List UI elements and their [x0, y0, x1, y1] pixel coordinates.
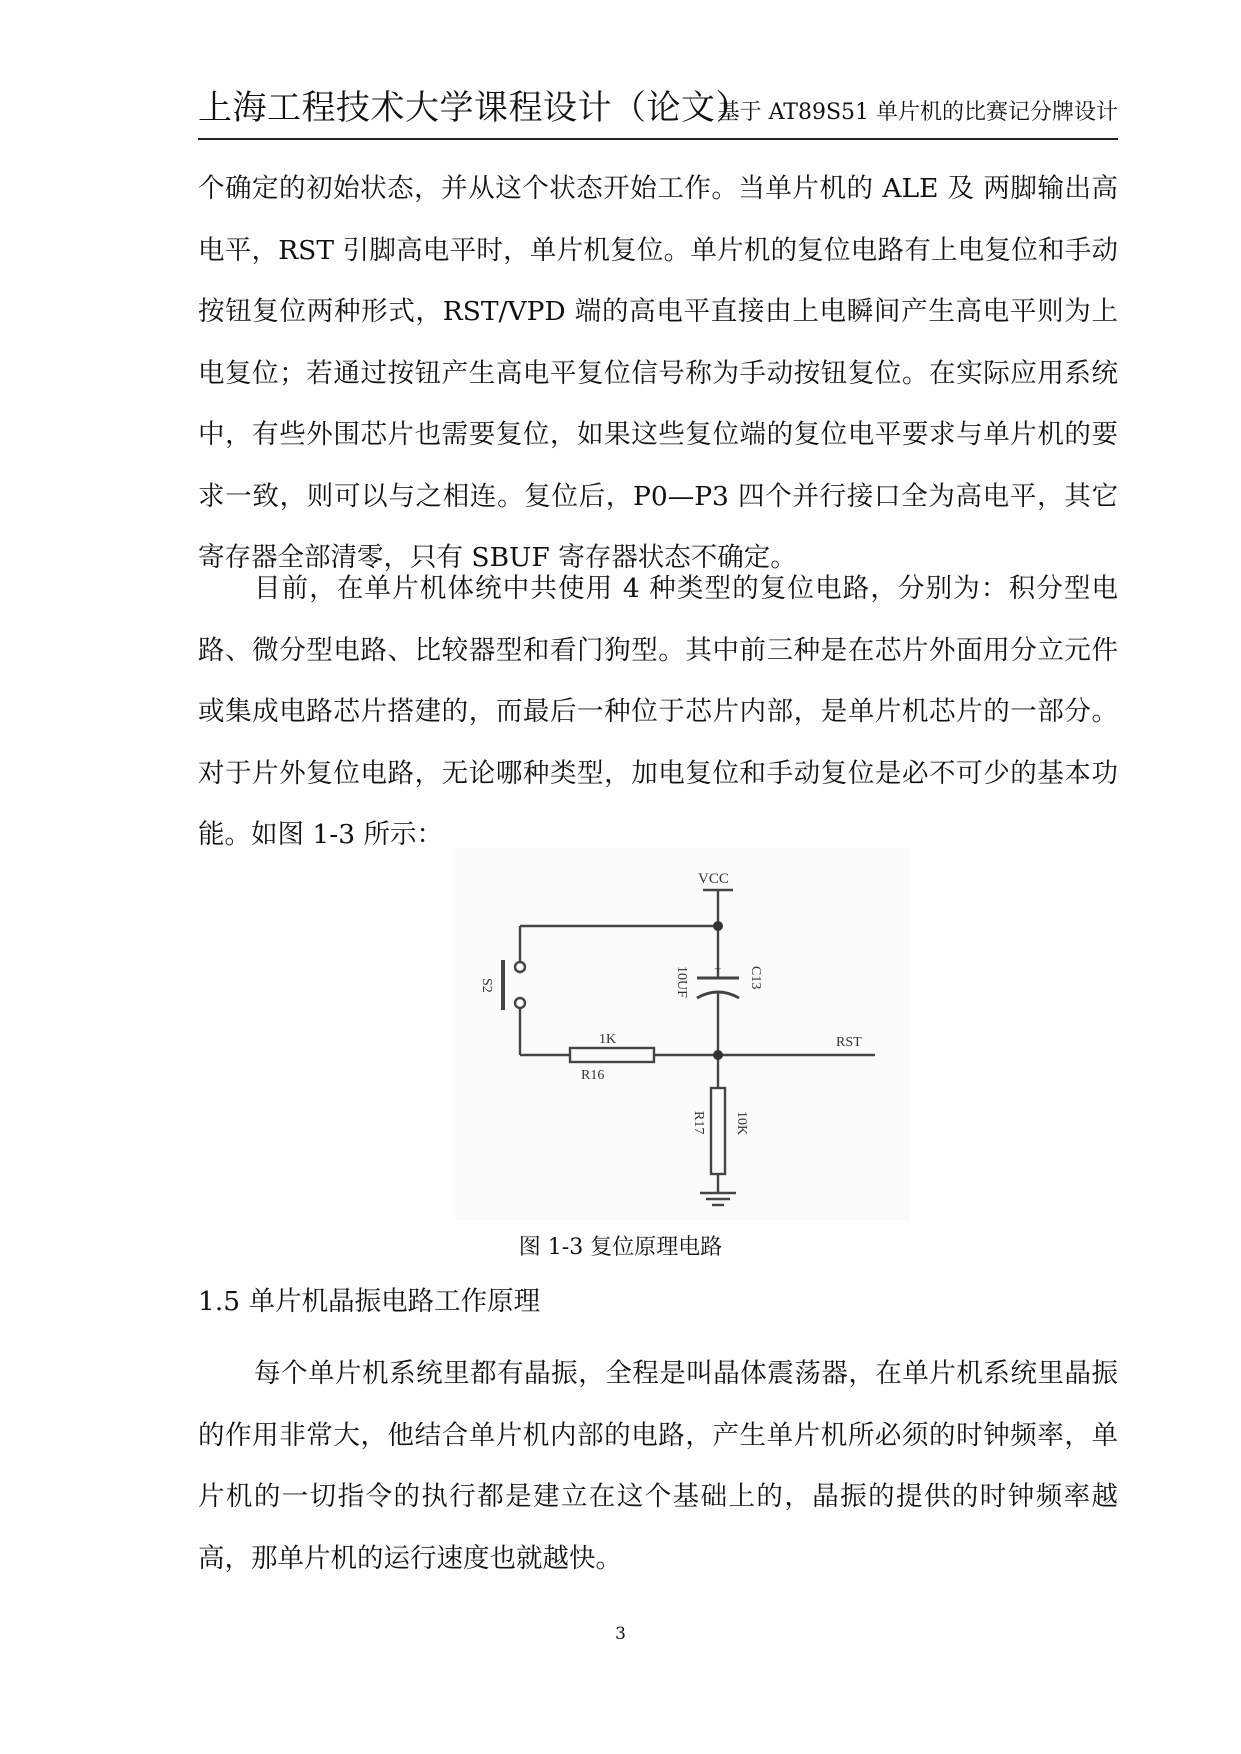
header-university-title: 上海工程技术大学课程设计（论文）: [198, 88, 750, 128]
junction-vcc: [713, 921, 723, 931]
switch-contact-top: [515, 962, 525, 972]
switch-name-label: S2: [479, 978, 494, 993]
cap-value-label: 10UF: [674, 966, 689, 998]
r16-body: [570, 1048, 654, 1062]
page-header: [198, 84, 1118, 140]
junction-rst: [713, 1050, 723, 1060]
r16-value-label: 1K: [599, 1032, 617, 1047]
cap-polarity-label: +: [714, 961, 722, 976]
paragraph-reset-states: 个确定的初始状态，并从这个状态开始工作。当单片机的 ALE 及 两脚输出高电平，RST 引脚高电平时，单片机复位。单片机的复位电路有上电复位和手动按钮复位两种形式，RST/VPD 端的高电平直接由上电瞬间产生高电平则为上电复位；若通过按钮产生高电平复位信号称为手动按钮复位。在实际应用系统中，有些外围芯片也需要复位，如果这些复位端的复位电平要求与单片机的要求一致，则可以与之相连。复位后，P0—P3 四个并行接口全为高电平，其它寄存器全部清零，只有 SBUF 寄存器状态不确定。: [198, 173, 1118, 573]
switch-contact-bottom: [515, 998, 525, 1008]
section-heading: 1.5 单片机晶振电路工作原理: [198, 1286, 541, 1317]
page-number: 3: [615, 1624, 626, 1644]
vcc-label: VCC: [698, 871, 729, 887]
paragraph-crystal-oscillator: 每个单片机系统里都有晶振，全程是叫晶体震荡器，在单片机系统里晶振的作用非常大，他结合单片机内部的电路，产生单片机所必须的时钟频率，单片机的一切指令的执行都是建立在这个基础上的，晶振的提供的时钟频率越高，那单片机的运行速度也就越快。: [198, 1358, 1118, 1574]
reset-circuit-figure: [455, 848, 910, 1220]
r17-value-label: 10K: [734, 1111, 749, 1136]
r16-name-label: R16: [581, 1068, 605, 1083]
reset-circuit-diagram: [455, 848, 910, 1220]
header-thesis-title: 基于 AT89S51 单片机的比赛记分牌设计: [717, 100, 1118, 125]
paragraph-reset-circuit-types: 目前，在单片机体统中共使用 4 种类型的复位电路，分别为：积分型电路、微分型电路、比较器型和看门狗型。其中前三种是在芯片外面用分立元件或集成电路芯片搭建的，而最后一种位于芯片内部，是单片机芯片的一部分。对于片外复位电路，无论哪种类型，加电复位和手动复位是必不可少的基本功能。如图 1-3 所示：: [198, 573, 1118, 850]
figure-caption: 图 1-3 复位原理电路: [518, 1235, 723, 1260]
r17-body: [711, 1088, 725, 1174]
rst-label: RST: [836, 1035, 862, 1050]
cap-name-label: C13: [748, 966, 763, 990]
r17-name-label: R17: [691, 1111, 706, 1135]
